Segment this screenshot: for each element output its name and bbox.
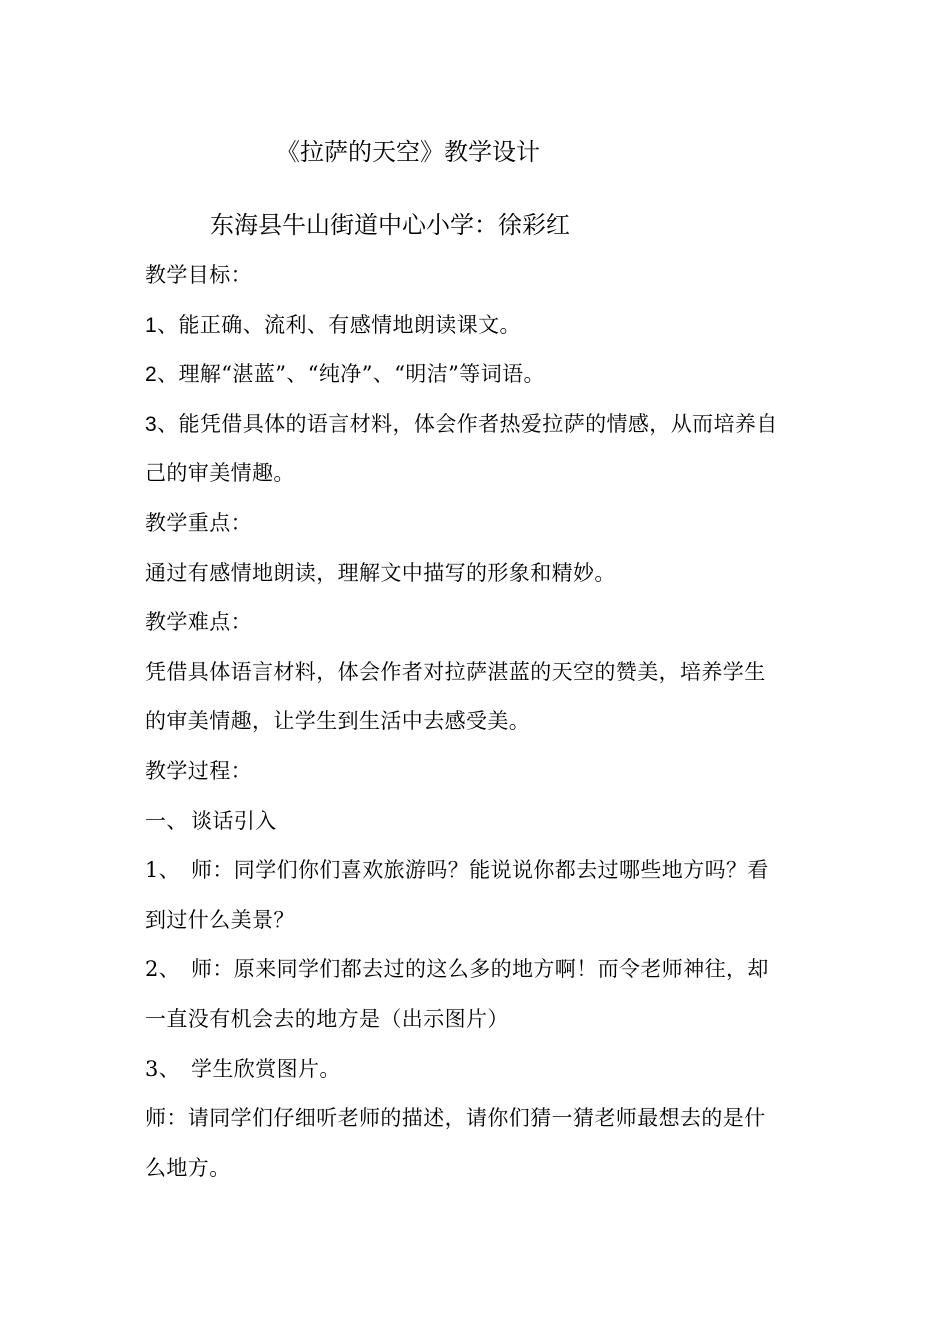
line-text: 、能正确、流利、有感情地朗读课文。 [157,312,521,337]
line-text: 、能凭借具体的语言材料，体会作者热爱拉萨的情感，从而培养自 [157,411,778,436]
line-text: 教学目标： [145,263,252,287]
paragraph-line [145,404,810,454]
line-text: 师：请同学们仔细听老师的描述，请你们猜一猜老师最想去的是什 [145,1106,766,1131]
paragraph-line [145,751,810,801]
paragraph-line [145,255,810,305]
line-text: 么地方。 [145,1155,231,1180]
paragraph-line [145,1049,810,1099]
line-text: 凭借具体语言材料，体会作者对拉萨湛蓝的天空的赞美，培养学生 [145,659,766,684]
paragraph-line [145,949,810,999]
line-text: 学生欣赏图片。 [191,1056,341,1081]
paragraph-line [145,652,810,702]
line-text: 到过什么美景？ [145,907,295,932]
line-number: 1 [145,313,158,337]
paragraph-line [145,305,810,355]
paragraph-line [145,850,810,900]
line-text: 通过有感情地朗读，理解文中描写的形象和精妙。 [145,560,616,585]
line-text: 谈话引入 [191,808,277,833]
line-text: 师：同学们你们喜欢旅游吗？能说说你都去过哪些地方吗？看 [191,858,769,883]
paragraph-line [145,801,810,851]
author-line: 东海县牛山街道中心小学：徐彩红 [210,211,570,239]
paragraph-line [145,701,810,751]
document-title: 《拉萨的天空》教学设计 [276,138,540,166]
line-text: 教学难点： [145,610,252,635]
paragraph-line [145,602,810,652]
line-number: 一、 [145,808,188,833]
line-number: 2 [145,363,158,387]
paragraph-line [145,553,810,603]
line-number: 2、 [145,957,181,982]
line-text: 、理解“湛蓝”、“纯净”、“明洁”等词语。 [157,362,545,387]
paragraph-line [145,1148,810,1198]
line-text: 师：原来同学们都去过的这么多的地方啊！而令老师神往，却 [191,957,769,982]
line-number: 1、 [145,858,181,883]
line-text: 教学过程： [145,758,252,783]
document-body [145,255,810,1197]
line-text: 一直没有机会去的地方是（出示图片） [145,1006,509,1031]
line-text: 的审美情趣，让学生到生活中去感受美。 [145,709,531,734]
paragraph-line [145,503,810,553]
paragraph-line [145,1098,810,1148]
line-text: 教学重点： [145,510,252,535]
paragraph-line [145,453,810,503]
paragraph-line [145,354,810,404]
paragraph-line [145,900,810,950]
line-text: 己的审美情趣。 [145,461,295,486]
line-number: 3、 [145,1056,181,1081]
paragraph-line [145,999,810,1049]
line-number: 3 [145,412,158,436]
